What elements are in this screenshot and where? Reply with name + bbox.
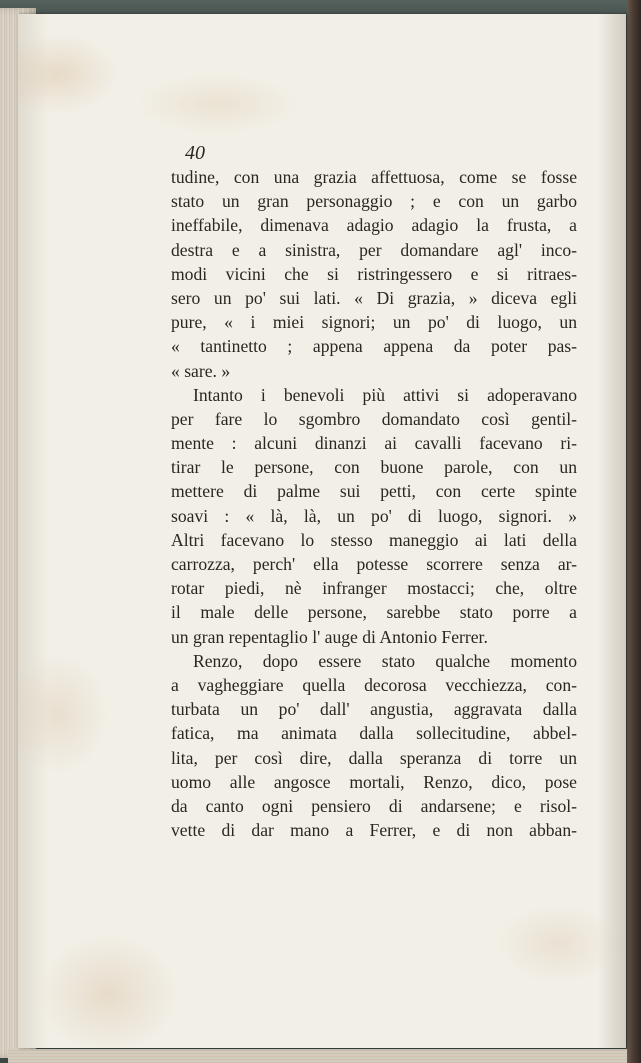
text-line: « sare. » (171, 360, 231, 381)
text-line: Renzo, dopo essere stato qualche momento (193, 650, 577, 671)
book-cover-edge (627, 0, 641, 1063)
text-line: fatica, ma animata dalla sollecitudine, abbel- (171, 723, 577, 744)
text-line: a vagheggiare quella decorosa vecchiezza, con- (171, 674, 577, 695)
text-line: pure, « i miei signori; un po' di luogo, un (171, 312, 577, 333)
text-line: modi vicini che si ristringessero e si ritraes- (171, 263, 577, 284)
page-number: 40 (185, 142, 205, 164)
text-lines (171, 165, 577, 842)
text-line: carrozza, perch' ella potesse scorrere senza ar- (171, 554, 577, 574)
text-line: tudine, con una grazia affettuosa, come se fosse (171, 167, 577, 187)
text-line: soavi : « là, là, un po' di luogo, signori. » (171, 505, 577, 526)
text-line: il male delle persone, sarebbe stato porre a (171, 602, 577, 623)
text-line: mente : alcuni dinanzi ai cavalli facevano ri- (171, 433, 577, 454)
page-text-block (171, 141, 577, 842)
text-line: mettere di palme sui petti, con certe spinte (171, 481, 577, 502)
text-line: ineffabile, dimenava adagio adagio la frusta, a (171, 215, 577, 236)
text-line: per fare lo sgombro domandato così gentil- (171, 408, 577, 429)
text-line: tirar le persone, con buone parole, con un (171, 457, 577, 478)
text-line: rotar piedi, nè infranger mostacci; che, oltre (171, 578, 577, 599)
text-line: un gran repentaglio l' auge di Antonio Ferrer. (171, 626, 488, 647)
text-line: lita, per così dire, dalla speranza di torre un (171, 747, 577, 768)
text-line: destra e a sinistra, per domandare agl' inco- (171, 239, 577, 260)
page-edges-bottom (8, 1049, 627, 1063)
text-line: vette di dar mano a Ferrer, e di non abban- (171, 820, 577, 841)
text-line: Intanto i benevoli più attivi si adoperavano (193, 384, 577, 405)
text-line: « tantinetto ; appena appena da poter pas- (171, 336, 577, 357)
text-line: turbata un po' dall' angustia, aggravata dalla (171, 699, 577, 720)
text-line: da canto ogni pensiero di andarsene; e risol- (171, 795, 577, 816)
text-line: sero un po' sui lati. « Di grazia, » diceva egli (171, 287, 577, 308)
text-line: stato un gran personaggio ; e con un garbo (171, 191, 577, 212)
text-line: Altri facevano lo stesso maneggio ai lati della (171, 529, 577, 550)
text-line: uomo alle angosce mortali, Renzo, dico, pose (171, 771, 577, 792)
